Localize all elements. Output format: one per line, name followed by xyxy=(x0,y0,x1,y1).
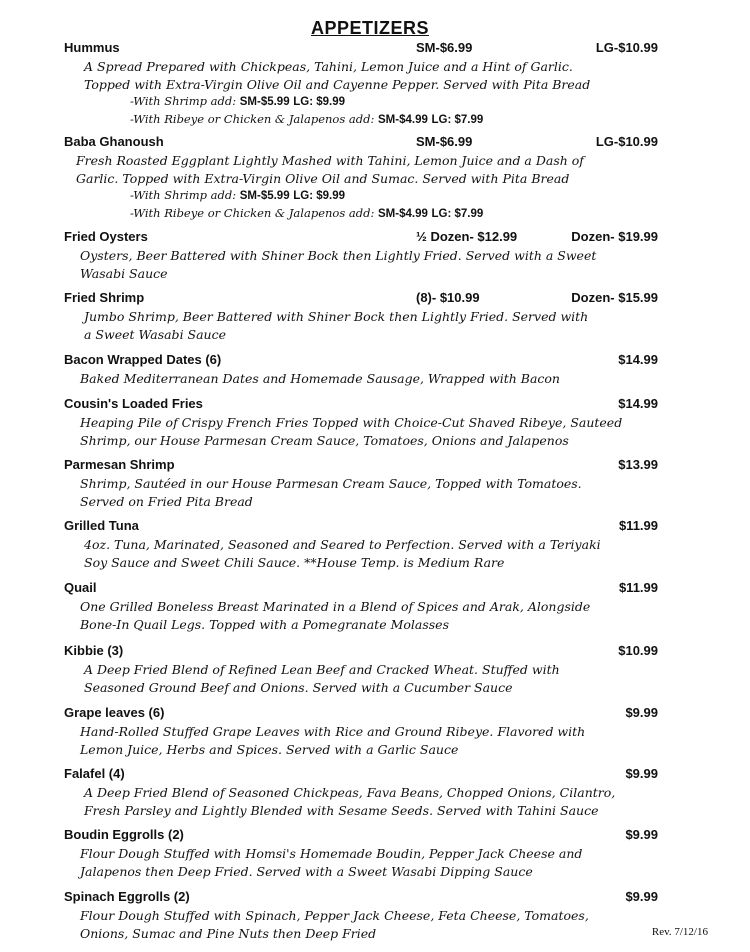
item-description-line: Fresh Parsley and Lightly Blended with Sesame Seeds. Served with Tahini Sauce xyxy=(84,802,599,818)
item-price: $9.99 xyxy=(625,766,658,781)
addon-price-small: SM-$5.99 xyxy=(239,96,290,108)
item-name: Parmesan Shrimp xyxy=(64,457,175,472)
item-name: Falafel (4) xyxy=(64,766,125,781)
item-price-half: ½ Dozen- $12.99 xyxy=(416,229,518,244)
item-addon xyxy=(64,187,664,205)
item-name: Kibbie (3) xyxy=(64,643,124,658)
item-description-line: Baked Mediterranean Dates and Homemade Sausage, Wrapped with Bacon xyxy=(80,371,560,386)
menu-item-baba-ghanoush xyxy=(64,134,664,223)
item-description-line: Soy Sauce and Sweet Chili Sauce. **House Temp. is Medium Rare xyxy=(84,554,505,570)
item-description-line: Oysters, Beer Battered with Shiner Bock then Lightly Fried. Served with a Sweet xyxy=(80,248,597,263)
item-price-large: LG-$10.99 xyxy=(595,134,658,149)
addon-label: -With Shrimp add: xyxy=(130,188,237,202)
item-description-line: Flour Dough Stuffed with Spinach, Pepper Jack Cheese, Feta Cheese, Tomatoes, xyxy=(80,908,589,923)
item-description-line: Heaping Pile of Crispy French Fries Topped with Choice-Cut Shaved Ribeye, Sauteed xyxy=(80,415,623,430)
item-name: Spinach Eggrolls (2) xyxy=(64,889,190,904)
item-description-line: a Sweet Wasabi Sauce xyxy=(84,326,226,342)
item-description-line: Jumbo Shrimp, Beer Battered with Shiner Bock then Lightly Fried. Served with xyxy=(84,309,589,324)
addon-price-large: LG: $9.99 xyxy=(293,96,346,108)
item-price-dozen: Dozen- $15.99 xyxy=(571,290,658,305)
item-price-small: SM-$6.99 xyxy=(416,40,473,55)
item-addon xyxy=(64,93,664,111)
item-description-line: A Deep Fried Blend of Seasoned Chickpeas, Fava Beans, Chopped Onions, Cilantro, xyxy=(84,785,616,800)
addon-label: -With Ribeye or Chicken & Jalapenos add: xyxy=(130,112,375,126)
item-description-line: Seasoned Ground Beef and Onions. Served with a Cucumber Sauce xyxy=(84,679,513,695)
item-name: Grilled Tuna xyxy=(64,518,139,533)
item-name: Fried Shrimp xyxy=(64,290,145,305)
item-description-line: Shrimp, Sautéed in our House Parmesan Cream Sauce, Topped with Tomatoes. xyxy=(80,476,582,491)
page-title: APPETIZERS xyxy=(310,18,430,38)
addon-price-small: SM-$4.99 xyxy=(378,208,428,220)
item-price: $10.99 xyxy=(618,643,658,658)
item-description-line: Jalapenos then Deep Fried. Served with a Sweet Wasabi Dipping Sauce xyxy=(80,863,533,879)
item-description-line: 4oz. Tuna, Marinated, Seasoned and Seared to Perfection. Served with a Teriyaki xyxy=(84,537,601,552)
menu-item-fried-shrimp xyxy=(64,290,664,343)
item-price: $14.99 xyxy=(618,352,658,367)
item-description-line: Shrimp, our House Parmesan Cream Sauce, Tomatoes, Onions and Jalapenos xyxy=(80,432,569,448)
item-description-line: Hand-Rolled Stuffed Grape Leaves with Rice and Ground Ribeye. Flavored with xyxy=(80,724,586,739)
menu-item-boudin-eggrolls xyxy=(64,827,664,880)
item-description-line: Garlic. Topped with Extra-Virgin Olive Oil and Sumac. Served with Pita Bread xyxy=(76,170,570,186)
item-price: $13.99 xyxy=(618,457,658,472)
menu-item-grape-leaves xyxy=(64,705,664,758)
item-name: Fried Oysters xyxy=(64,229,148,244)
menu-item-quail xyxy=(64,580,664,633)
item-name: Quail xyxy=(64,580,97,595)
item-description-line: Bone-In Quail Legs. Topped with a Pomegranate Molasses xyxy=(80,616,449,632)
menu-item-cousins-loaded-fries xyxy=(64,396,664,449)
item-name: Baba Ghanoush xyxy=(64,134,164,149)
item-description-line: A Spread Prepared with Chickpeas, Tahini, Lemon Juice and a Hint of Garlic. xyxy=(84,59,573,74)
item-price: $11.99 xyxy=(618,518,658,533)
menu-item-falafel xyxy=(64,766,664,819)
item-description-line: Wasabi Sauce xyxy=(80,265,168,281)
item-description-line: Flour Dough Stuffed with Homsi's Homemade Boudin, Pepper Jack Cheese and xyxy=(80,846,583,861)
addon-label: -With Shrimp add: xyxy=(130,94,237,108)
menu-item-spinach-eggrolls xyxy=(64,889,664,942)
item-addon xyxy=(64,205,664,223)
menu-item-kibbie xyxy=(64,643,664,696)
revision-note: Rev. 7/12/16 xyxy=(651,926,708,938)
item-description-line: Topped with Extra-Virgin Olive Oil and Cayenne Pepper. Served with Pita Bread xyxy=(84,76,591,92)
item-name: Grape leaves (6) xyxy=(64,705,165,720)
item-price: $11.99 xyxy=(618,580,658,595)
item-description-line: Onions, Sumac and Pine Nuts then Deep Fried xyxy=(80,925,377,941)
item-description-line: One Grilled Boneless Breast Marinated in a Blend of Spices and Arak, Alongside xyxy=(80,599,591,614)
item-addon xyxy=(64,111,664,129)
menu-item-grilled-tuna xyxy=(64,518,664,571)
item-name: Boudin Eggrolls (2) xyxy=(64,827,184,842)
item-price: $14.99 xyxy=(618,396,658,411)
item-description-line: Served on Fried Pita Bread xyxy=(80,493,253,509)
item-description-line: Fresh Roasted Eggplant Lightly Mashed with Tahini, Lemon Juice and a Dash of xyxy=(76,153,584,168)
addon-price-small: SM-$5.99 xyxy=(239,190,290,202)
item-name: Bacon Wrapped Dates (6) xyxy=(64,352,222,367)
item-description-line: Lemon Juice, Herbs and Spices. Served with a Garlic Sauce xyxy=(80,741,459,757)
item-price-large: LG-$10.99 xyxy=(595,40,658,55)
addon-label: -With Ribeye or Chicken & Jalapenos add: xyxy=(130,206,375,220)
addon-price-large: LG: $7.99 xyxy=(431,114,484,126)
item-price: $9.99 xyxy=(625,705,658,720)
addon-price-large: LG: $9.99 xyxy=(293,190,346,202)
menu-item-parmesan-shrimp xyxy=(64,457,664,510)
item-description-line: A Deep Fried Blend of Refined Lean Beef and Cracked Wheat. Stuffed with xyxy=(84,662,560,677)
item-name: Hummus xyxy=(64,40,120,55)
item-price-dozen: Dozen- $19.99 xyxy=(571,229,658,244)
item-price: $9.99 xyxy=(625,827,658,842)
addon-price-large: LG: $7.99 xyxy=(431,208,484,220)
menu-item-bacon-wrapped-dates xyxy=(64,352,664,388)
menu-item-fried-oysters xyxy=(64,229,664,282)
menu-item-hummus xyxy=(64,40,664,129)
item-price-eight: (8)- $10.99 xyxy=(416,290,480,305)
addon-price-small: SM-$4.99 xyxy=(378,114,428,126)
item-price-small: SM-$6.99 xyxy=(416,134,473,149)
item-price: $9.99 xyxy=(625,889,658,904)
item-name: Cousin's Loaded Fries xyxy=(64,396,203,411)
